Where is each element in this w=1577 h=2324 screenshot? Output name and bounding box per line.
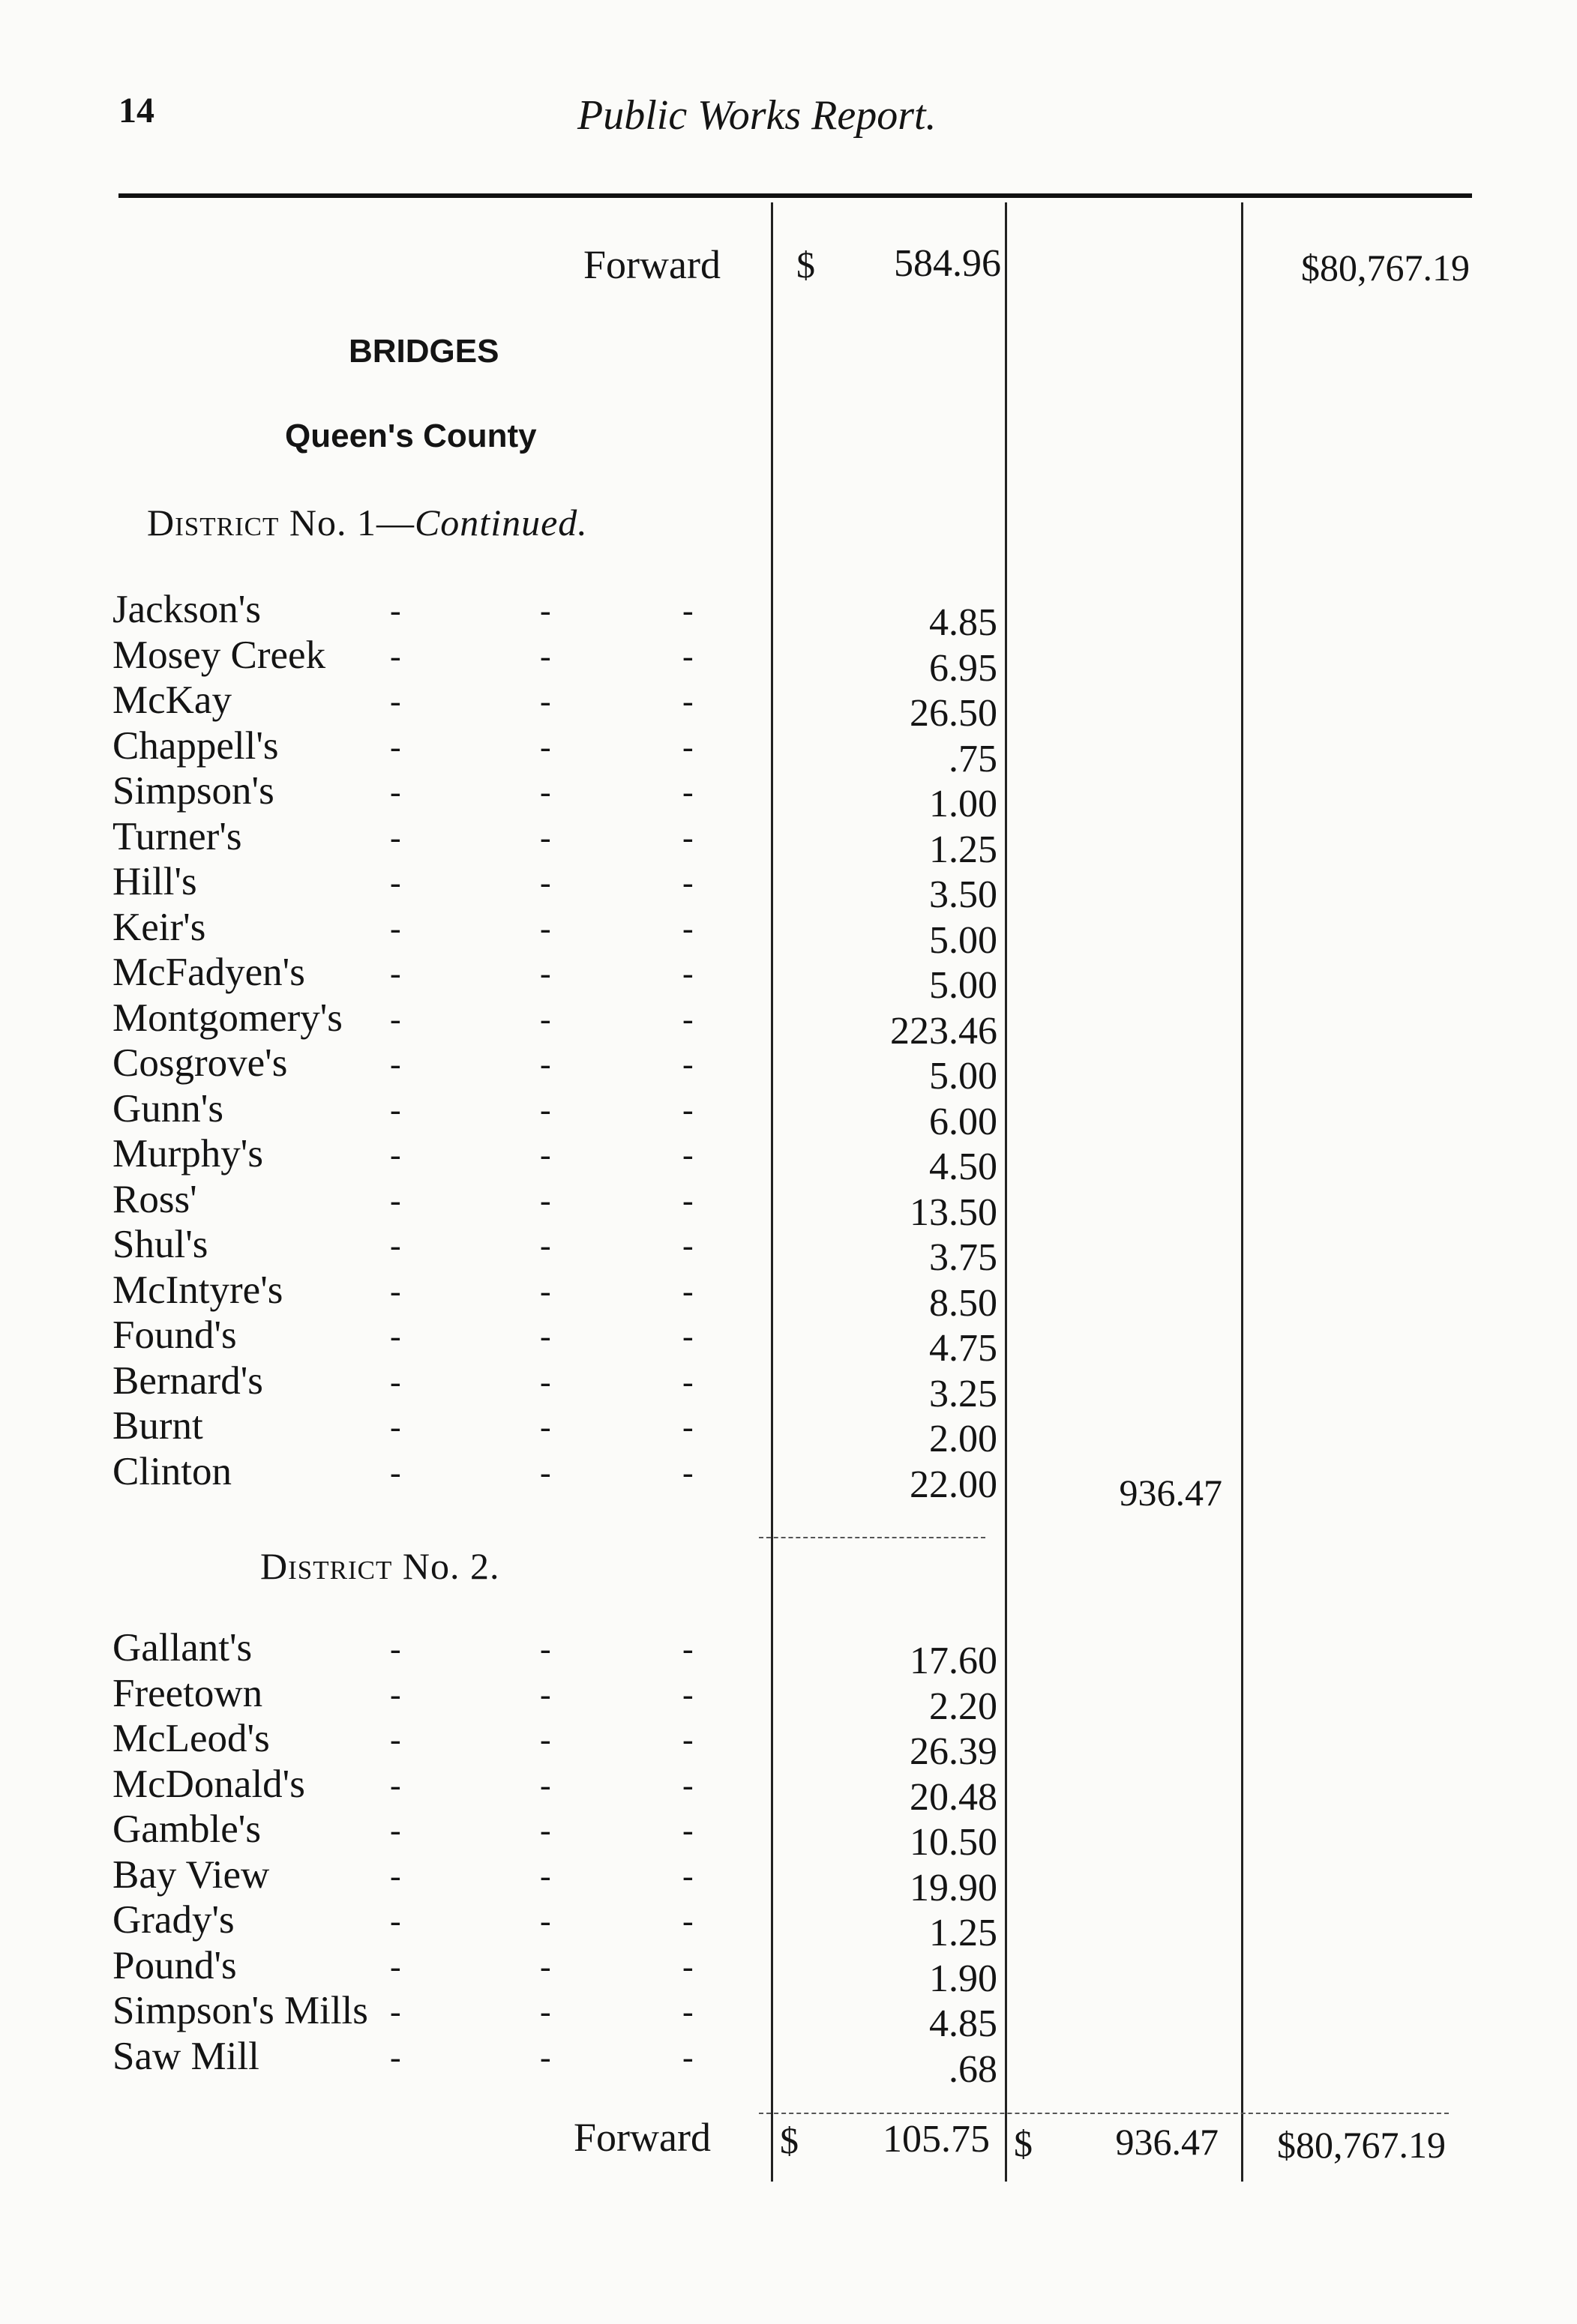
district-2-leader-dash: - <box>682 1948 694 1985</box>
district-1-leader-dash: - <box>540 1181 551 1219</box>
district-1-leader-dash: - <box>540 1227 551 1264</box>
district-1-leader-dash: - <box>540 1318 551 1355</box>
district-2-leader-dash: - <box>682 1857 694 1894</box>
district-1-leader-dash: - <box>682 819 694 856</box>
district-1-row-amount: .75 <box>949 737 997 780</box>
district-2-leader-dash: - <box>390 2038 401 2076</box>
district-1-leader-dash: - <box>390 1181 401 1219</box>
district-1-leader-dash: - <box>390 819 401 856</box>
district-1-leader-dash: - <box>682 1409 694 1445</box>
district-1-row-label: Chappell's <box>112 723 279 768</box>
district-2-leader-dash: - <box>540 1766 551 1804</box>
district-2-row-label: Gamble's <box>112 1807 261 1851</box>
district-1-leader-dash: - <box>540 1046 551 1083</box>
district-1-leader-dash: - <box>682 1227 694 1264</box>
district-2-leader-dash: - <box>390 1631 401 1667</box>
district-1-leader-dash: - <box>540 728 551 765</box>
district-1-leader-dash: - <box>682 728 694 765</box>
district-2-row-label: Saw Mill <box>112 2034 259 2078</box>
district-1-leader-dash: - <box>390 1363 401 1400</box>
district-1-leader-dash: - <box>390 637 401 675</box>
district-1-leader-dash: - <box>682 1272 694 1310</box>
district-2-leader-dash: - <box>390 1766 401 1804</box>
district-1-leader-dash: - <box>682 1363 694 1400</box>
district-2-leader-dash: - <box>682 1812 694 1849</box>
forward-total-bottom: $80,767.19 <box>1277 2124 1446 2166</box>
district-1-leader-dash: - <box>540 864 551 901</box>
district-1-row-label: Murphy's <box>112 1132 263 1175</box>
district-1-leader-dash: - <box>390 955 401 992</box>
district-1-rule <box>759 1537 985 1538</box>
forward-label-bottom: Forward <box>574 2115 711 2160</box>
district-1-leader-dash: - <box>390 728 401 765</box>
district-1-leader-dash: - <box>390 909 401 947</box>
district-1-leader-dash: - <box>682 1137 694 1173</box>
district-2-row-label: McLeod's <box>112 1717 270 1760</box>
district-1-row-label: Shul's <box>112 1223 208 1266</box>
district-2-heading <box>260 1544 499 1588</box>
district-1-row-amount: 2.00 <box>929 1418 997 1460</box>
district-2-row-amount: 17.60 <box>910 1640 997 1682</box>
district-1-leader-dash: - <box>540 637 551 675</box>
district-1-row-label: Found's <box>112 1313 237 1357</box>
district-2-leader-dash: - <box>682 1766 694 1804</box>
district-2-leader-dash: - <box>540 1721 551 1758</box>
district-2-leader-dash: - <box>390 1676 401 1713</box>
district-1-leader-dash: - <box>540 1454 551 1491</box>
district-1-row-amount: 6.00 <box>929 1100 997 1143</box>
district-2-row-amount: 1.90 <box>929 1957 997 2000</box>
district-1-prefix: District <box>147 502 280 544</box>
district-1-row-amount: 13.50 <box>910 1190 997 1234</box>
district-2-row-amount: 20.48 <box>910 1775 997 1819</box>
section-title: BRIDGES <box>349 333 499 370</box>
district-1-leader-dash: - <box>540 955 551 992</box>
district-1-row-label: McFadyen's <box>112 951 305 994</box>
district-1-leader-dash: - <box>682 1181 694 1219</box>
district-2-leader-dash: - <box>540 1903 551 1939</box>
district-2-rule <box>759 2113 1449 2114</box>
district-1-leader-dash: - <box>682 955 694 992</box>
district-2-leader-dash: - <box>540 1812 551 1849</box>
district-1-row-label: Gunn's <box>112 1086 223 1131</box>
district-1-row-amount: 5.00 <box>929 964 997 1007</box>
district-1-leader-dash: - <box>390 1272 401 1310</box>
column-rule-2 <box>1005 202 1007 2182</box>
district-1-leader-dash: - <box>390 774 401 810</box>
district-2-row-label: Pound's <box>112 1943 237 1987</box>
district-2-number: No. 2. <box>402 1545 500 1587</box>
district-1-row-amount: 22.00 <box>910 1463 997 1506</box>
district-2-leader-dash: - <box>390 1857 401 1894</box>
column-rule-3 <box>1241 202 1243 2182</box>
forward-label-top: Forward <box>583 242 721 287</box>
district-1-leader-dash: - <box>390 592 401 629</box>
district-1-leader-dash: - <box>390 864 401 901</box>
forward-amount-bottom: 105.75 <box>883 2118 990 2161</box>
district-1-leader-dash: - <box>682 592 694 629</box>
currency-sign-bottom-1: $ <box>780 2119 799 2161</box>
district-1-row-amount: 1.00 <box>929 783 997 825</box>
district-2-leader-dash: - <box>390 1721 401 1758</box>
district-1-row-amount: 26.50 <box>910 692 997 735</box>
column-rule-1 <box>771 202 773 2182</box>
district-1-leader-dash: - <box>540 1363 551 1400</box>
forward-subtotal-bottom: 936.47 <box>1115 2121 1219 2163</box>
district-1-leader-dash: - <box>390 683 401 720</box>
district-2-row-label: Grady's <box>112 1898 235 1942</box>
district-2-leader-dash: - <box>682 1993 694 2030</box>
forward-total-top: $80,767.19 <box>1301 247 1470 289</box>
district-1-row-label: McKay <box>112 678 232 722</box>
district-1-leader-dash: - <box>540 1091 551 1128</box>
district-1-leader-dash: - <box>682 1091 694 1128</box>
district-1-leader-dash: - <box>540 1272 551 1310</box>
district-2-leader-dash: - <box>540 1948 551 1985</box>
district-1-row-label: McIntyre's <box>112 1268 283 1312</box>
district-2-row-label: Gallant's <box>112 1626 253 1670</box>
county-heading: Queen's County <box>285 418 537 454</box>
district-1-row-amount: 3.25 <box>929 1372 997 1415</box>
district-1-leader-dash: - <box>540 592 551 629</box>
district-1-leader-dash: - <box>682 637 694 675</box>
district-2-leader-dash: - <box>390 1948 401 1985</box>
district-1-leader-dash: - <box>682 1318 694 1355</box>
district-1-row-label: Jackson's <box>112 588 261 631</box>
district-1-row-amount: 1.25 <box>929 828 997 871</box>
district-1-leader-dash: - <box>540 909 551 947</box>
district-2-row-amount: 4.85 <box>929 2002 997 2045</box>
district-1-row-label: Burnt <box>112 1404 203 1448</box>
district-1-leader-dash: - <box>540 1409 551 1445</box>
district-2-leader-dash: - <box>540 1631 551 1667</box>
district-2-leader-dash: - <box>682 1631 694 1667</box>
district-2-row-amount: 10.50 <box>910 1821 997 1864</box>
district-2-row-amount: .68 <box>949 2047 997 2091</box>
district-1-row-label: Bernard's <box>112 1358 263 1403</box>
district-1-row-label: Clinton <box>112 1449 232 1493</box>
district-1-row-label: Turner's <box>112 814 242 858</box>
district-1-leader-dash: - <box>540 683 551 720</box>
district-2-leader-dash: - <box>390 1993 401 2030</box>
district-1-leader-dash: - <box>540 819 551 856</box>
district-2-row-label: McDonald's <box>112 1762 305 1806</box>
district-1-leader-dash: - <box>390 1454 401 1491</box>
district-2-leader-dash: - <box>390 1903 401 1939</box>
forward-amount-top: 584.96 <box>894 242 1001 285</box>
district-1-leader-dash: - <box>390 1227 401 1264</box>
currency-sign-bottom-2: $ <box>1014 2122 1033 2164</box>
district-2-leader-dash: - <box>540 2038 551 2076</box>
header-rule <box>118 193 1472 198</box>
district-2-row-label: Simpson's Mills <box>112 1989 368 2032</box>
running-title: Public Works Report. <box>577 92 937 139</box>
district-1-row-amount: 8.50 <box>929 1281 997 1325</box>
district-1-row-amount: 4.50 <box>929 1146 997 1188</box>
district-1-row-label: Montgomery's <box>112 996 343 1040</box>
district-1-leader-dash: - <box>682 1046 694 1083</box>
district-1-leader-dash: - <box>682 774 694 810</box>
district-1-row-amount: 223.46 <box>890 1009 997 1053</box>
district-1-row-amount: 5.00 <box>929 918 997 962</box>
district-1-leader-dash: - <box>682 1454 694 1491</box>
district-1-row-label: Hill's <box>112 860 197 903</box>
district-1-leader-dash: - <box>390 1046 401 1083</box>
district-1-row-label: Keir's <box>112 905 206 949</box>
district-2-leader-dash: - <box>540 1993 551 2030</box>
district-1-leader-dash: - <box>682 1000 694 1038</box>
district-1-row-label: Cosgrove's <box>112 1041 288 1085</box>
district-1-leader-dash: - <box>390 1091 401 1128</box>
district-1-leader-dash: - <box>682 864 694 901</box>
district-2-leader-dash: - <box>540 1676 551 1713</box>
district-1-row-label: Mosey Creek <box>112 633 326 677</box>
currency-sign-top: $ <box>796 244 815 286</box>
district-2-leader-dash: - <box>682 1721 694 1758</box>
district-1-leader-dash: - <box>390 1409 401 1445</box>
district-1-row-amount: 6.95 <box>929 646 997 690</box>
district-2-leader-dash: - <box>682 2038 694 2076</box>
district-1-leader-dash: - <box>540 1137 551 1173</box>
district-1-leader-dash: - <box>390 1137 401 1173</box>
district-1-row-label: Simpson's <box>112 769 274 813</box>
district-1-leader-dash: - <box>682 909 694 947</box>
district-1-leader-dash: - <box>390 1318 401 1355</box>
district-1-heading <box>147 501 588 544</box>
district-2-leader-dash: - <box>682 1903 694 1939</box>
district-1-leader-dash: - <box>540 1000 551 1038</box>
district-1-row-amount: 4.85 <box>929 601 997 644</box>
district-1-leader-dash: - <box>540 774 551 810</box>
district-1-row-amount: 3.50 <box>929 873 997 916</box>
district-1-continued: Continued. <box>414 502 588 544</box>
district-1-row-amount: 4.75 <box>929 1327 997 1370</box>
district-2-row-amount: 26.39 <box>910 1730 997 1773</box>
district-2-row-amount: 19.90 <box>910 1866 997 1909</box>
district-1-leader-dash: - <box>682 683 694 720</box>
district-2-row-amount: 2.20 <box>929 1685 997 1728</box>
district-1-row-amount: 5.00 <box>929 1055 997 1098</box>
district-2-row-label: Freetown <box>112 1671 263 1715</box>
district-1-row-label: Ross' <box>112 1177 197 1221</box>
district-2-leader-dash: - <box>540 1857 551 1894</box>
district-2-row-amount: 1.25 <box>929 1912 997 1954</box>
page-number: 14 <box>118 91 154 130</box>
district-2-leader-dash: - <box>390 1812 401 1849</box>
district-1-subtotal: 936.47 <box>1119 1472 1222 1514</box>
district-2-prefix: District <box>260 1545 393 1587</box>
district-1-row-amount: 3.75 <box>929 1236 997 1279</box>
district-2-row-label: Bay View <box>112 1852 270 1897</box>
district-1-leader-dash: - <box>390 1000 401 1038</box>
district-1-number: No. 1— <box>289 502 415 544</box>
district-2-leader-dash: - <box>682 1676 694 1713</box>
